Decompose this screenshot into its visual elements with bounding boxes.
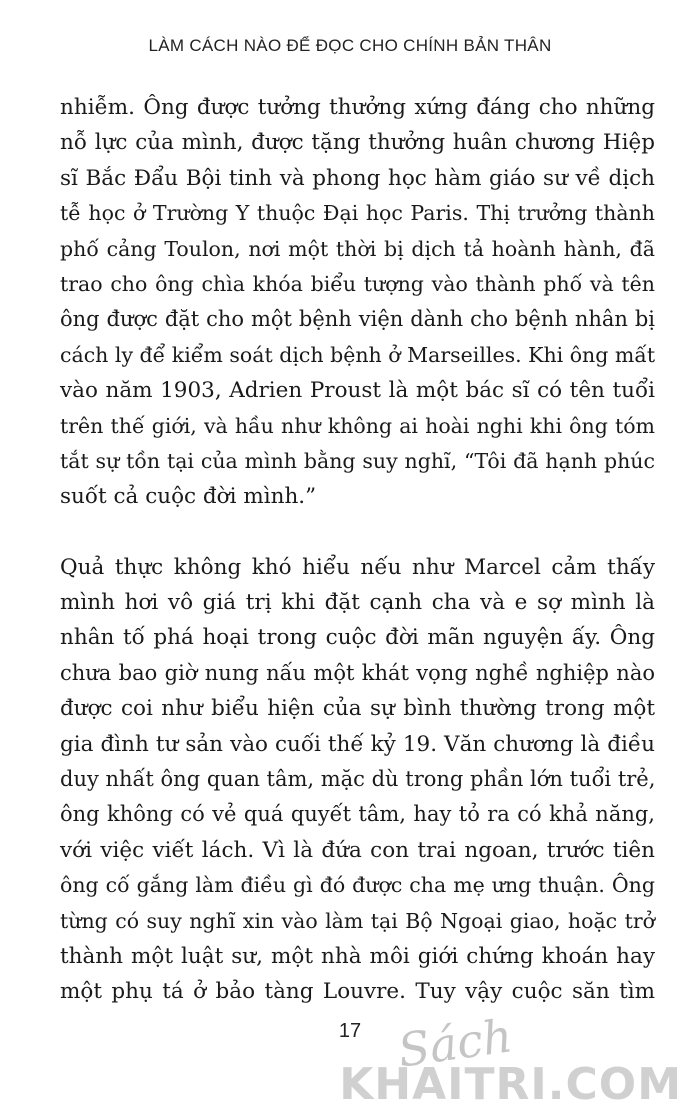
text-line: mình hơi vô giá trị khi đặt cạnh cha và e sợ mình là [60,590,655,616]
text-line: tắt sự tồn tại của mình bằng suy nghĩ, “Tôi đã hạnh phúc [60,448,655,473]
text-line: ông được đặt cho một bệnh viện dành cho bệnh nhân bị [60,307,655,332]
text-line: với việc viết lách. Vì là đứa con trai ngoan, trước tiên [60,837,655,863]
text-line: nỗ lực của mình, được tặng thưởng huân chương Hiệp [60,130,655,156]
text-line: từng có suy nghĩ xin vào làm tại Bộ Ngoại giao, hoặc trở [60,908,655,933]
text-line: Quả thực không khó hiểu nếu như Marcel cảm thấy [60,554,655,580]
text-line: suốt cả cuộc đời mình.” [60,484,317,510]
text-line: một phụ tá ở bảo tàng Louvre. Tuy vậy cuộc săn tìm [60,979,655,1005]
body-text [60,90,655,1010]
text-line: được coi như biểu hiện của sự bình thường trong một [60,696,655,722]
text-line: nhiễm. Ông được tưởng thưởng xứng đáng cho những [60,95,655,120]
page-number: 17 [338,1020,362,1042]
watermark-script-text: Sách [394,1008,516,1078]
text-line: trao cho ông chìa khóa biểu tượng vào thành phố và tên [60,271,655,296]
text-line: trên thế giới, và hầu như không ai hoài nghi khi ông tóm [60,413,655,438]
text-line: chưa bao giờ nung nấu một khát vọng nghề nghiệp nào [60,660,655,685]
text-line: ông cố gắng làm điều gì đó được cha mẹ ưng thuận. Ông [60,873,655,898]
text-line: thành một luật sư, một nhà môi giới chứng khoán hay [60,943,655,969]
paragraph-1 [60,90,655,515]
text-line: sĩ Bắc Đẩu Bội tinh và phong học hàm giáo sư về dịch [60,165,655,191]
paragraph-gap [60,515,655,550]
text-line: duy nhất ông quan tâm, mặc dù trong phần lớn tuổi trẻ, [60,767,656,792]
paragraph-2 [60,550,655,1010]
text-line: nhân tố phá hoại trong cuộc đời mãn nguyện ấy. Ông [60,625,655,651]
text-line: gia đình tư sản vào cuối thế kỷ 19. Văn chương là điều [60,731,655,757]
text-line: tễ học ở Trường Y thuộc Đại học Paris. Thị trưởng thành [60,201,655,226]
text-line: vào năm 1903, Adrien Proust là một bác sĩ có tên tuổi [60,378,655,404]
text-line: phố cảng Toulon, nơi một thời bị dịch tả hoành hành, đã [60,236,655,261]
text-line: cách ly để kiểm soát dịch bệnh ở Marseilles. Khi ông mất [60,342,656,367]
watermark-brand-text: KHAITRI.COM [339,1059,682,1110]
text-line: ông không có vẻ quá quyết tâm, hay tỏ ra có khả năng, [60,802,655,827]
running-header: LÀM CÁCH NÀO ĐỂ ĐỌC CHO CHÍNH BẢN THÂN [148,36,552,55]
